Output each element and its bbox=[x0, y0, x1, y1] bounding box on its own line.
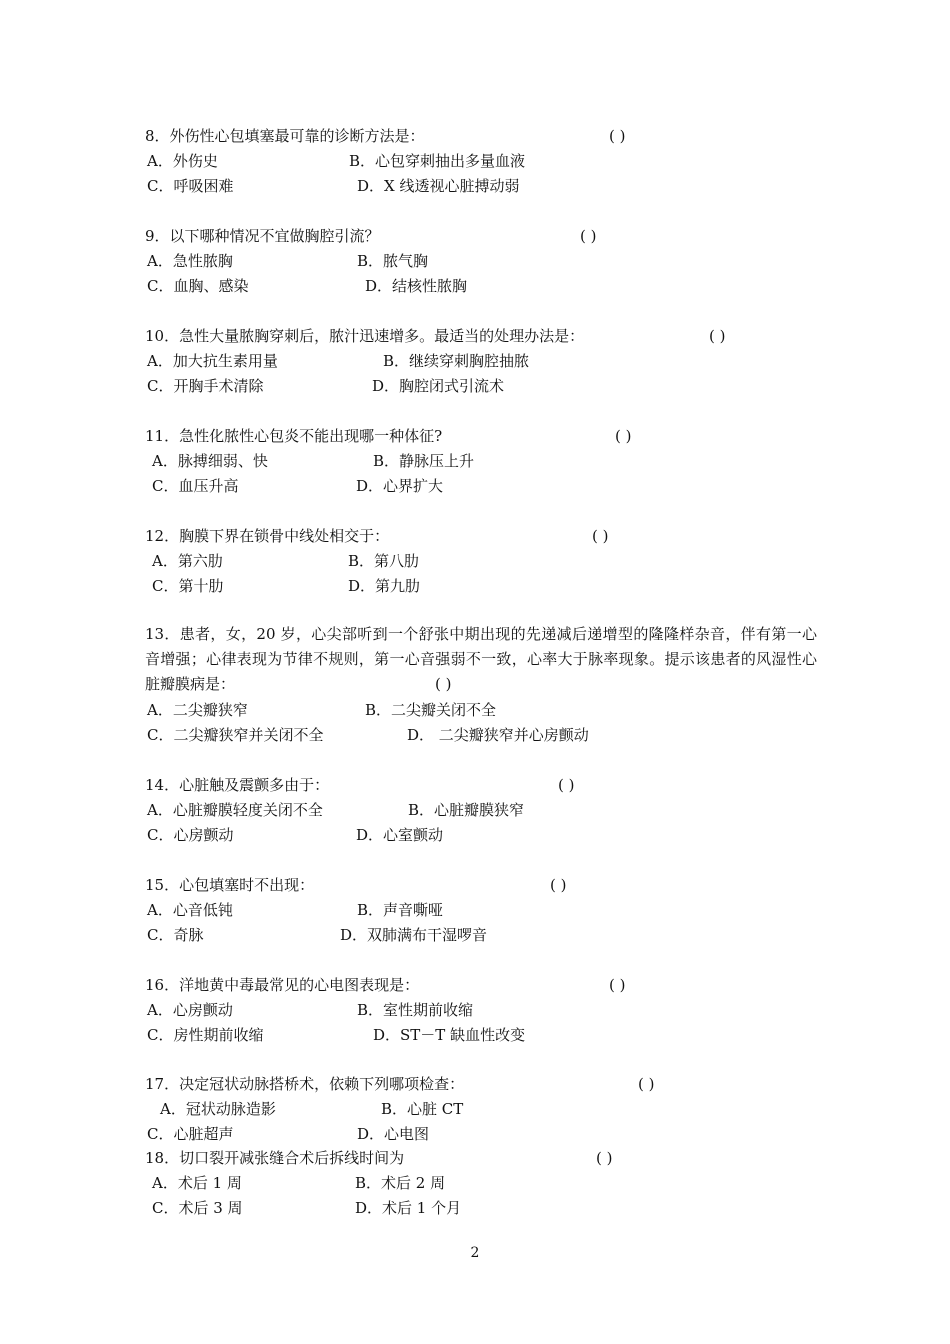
question-12-option-d: D．第九肋 bbox=[348, 577, 421, 595]
question-10-option-d: D．胸腔闭式引流术 bbox=[372, 377, 505, 395]
question-12-stem: 12．胸膜下界在锁骨中线处相交于： bbox=[145, 527, 390, 545]
question-18-option-d: D．术后 1 个月 bbox=[355, 1199, 462, 1217]
question-13-stem bbox=[145, 622, 817, 697]
question-14-option-a: A．心脏瓣膜轻度关闭不全 bbox=[147, 801, 323, 819]
question-11-option-a: A．脉搏细弱、快 bbox=[152, 452, 268, 470]
question-11-option-d: D．心界扩大 bbox=[356, 477, 444, 495]
question-16-option-c: C．房性期前收缩 bbox=[147, 1026, 264, 1044]
question-13-answer-blank: ( ) bbox=[435, 675, 452, 693]
question-8-option-a: A．外伤史 bbox=[147, 152, 218, 170]
question-15-option-c: C．奇脉 bbox=[147, 926, 204, 944]
question-16-option-a: A．心房颤动 bbox=[147, 1001, 233, 1019]
question-12-option-c: C．第十肋 bbox=[152, 577, 224, 595]
question-11-answer-blank: ( ) bbox=[615, 427, 632, 445]
question-13-option-d: D． 二尖瓣狭窄并心房颤动 bbox=[407, 726, 589, 744]
question-17-answer-blank: ( ) bbox=[638, 1075, 655, 1093]
question-14-stem: 14．心脏触及震颤多由于： bbox=[145, 776, 330, 794]
question-11-stem: 11．急性化脓性心包炎不能出现哪一种体征? bbox=[145, 427, 443, 445]
question-9-stem: 9．以下哪种情况不宜做胸腔引流？ bbox=[145, 227, 380, 245]
question-11-option-b: B．静脉压上升 bbox=[373, 452, 475, 470]
question-16-option-b: B．室性期前收缩 bbox=[357, 1001, 474, 1019]
question-18-option-c: C．术后 3 周 bbox=[152, 1199, 243, 1217]
question-8-option-b: B．心包穿刺抽出多量血液 bbox=[349, 152, 526, 170]
question-18-option-a: A．术后 1 周 bbox=[152, 1174, 242, 1192]
question-13-option-b: B．二尖瓣关闭不全 bbox=[365, 701, 497, 719]
question-16-stem: 16．洋地黄中毒最常见的心电图表现是： bbox=[145, 976, 420, 994]
question-16-option-d: D．ST－T 缺血性改变 bbox=[373, 1026, 526, 1044]
question-12-option-b: B．第八肋 bbox=[348, 552, 420, 570]
question-17-option-a: A．冠状动脉造影 bbox=[160, 1100, 276, 1118]
question-14-option-c: C．心房颤动 bbox=[147, 826, 234, 844]
question-10-stem: 10．急性大量脓胸穿刺后，脓汁迅速增多。最适当的处理办法是： bbox=[145, 327, 585, 345]
question-13-stem-text: 13．患者，女，20 岁，心尖部听到一个舒张中期出现的先递减后递增型的隆隆样杂音，伴有第一心音增强；心律表现为节律不规则，第一心音强弱不一致，心率大于脉率现象。提示该患者的风湿性心脏瓣膜病是： bbox=[145, 625, 817, 693]
question-9-option-b: B．脓气胸 bbox=[357, 252, 429, 270]
question-17-option-b: B．心脏 CT bbox=[381, 1100, 464, 1118]
question-10-option-c: C．开胸手术清除 bbox=[147, 377, 264, 395]
question-17-option-d: D．心电图 bbox=[357, 1125, 430, 1143]
question-15-option-b: B．声音嘶哑 bbox=[357, 901, 444, 919]
question-14-option-b: B．心脏瓣膜狭窄 bbox=[408, 801, 525, 819]
question-8-option-c: C．呼吸困难 bbox=[147, 177, 234, 195]
question-15-option-d: D．双肺满布干湿啰音 bbox=[340, 926, 488, 944]
question-14-answer-blank: ( ) bbox=[558, 776, 575, 794]
question-15-option-a: A．心音低钝 bbox=[147, 901, 233, 919]
page-number: 2 bbox=[470, 1245, 480, 1261]
question-13-option-a: A．二尖瓣狭窄 bbox=[147, 701, 248, 719]
question-10-option-a: A．加大抗生素用量 bbox=[147, 352, 278, 370]
question-8-stem: 8．外伤性心包填塞最可靠的诊断方法是： bbox=[145, 127, 425, 145]
question-18-stem: 18．切口裂开减张缝合术后拆线时间为 bbox=[145, 1149, 405, 1167]
question-12-option-a: A．第六肋 bbox=[152, 552, 223, 570]
question-9-answer-blank: ( ) bbox=[580, 227, 597, 245]
question-9-option-a: A．急性脓胸 bbox=[147, 252, 233, 270]
question-15-answer-blank: ( ) bbox=[550, 876, 567, 894]
question-13-option-c: C．二尖瓣狭窄并关闭不全 bbox=[147, 726, 324, 744]
question-16-answer-blank: ( ) bbox=[609, 976, 626, 994]
question-8-option-d: D．X 线透视心脏搏动弱 bbox=[357, 177, 520, 195]
question-8-answer-blank: ( ) bbox=[609, 127, 626, 145]
question-15-stem: 15．心包填塞时不出现： bbox=[145, 876, 315, 894]
question-12-answer-blank: ( ) bbox=[592, 527, 609, 545]
question-18-answer-blank: ( ) bbox=[596, 1149, 613, 1167]
question-10-answer-blank: ( ) bbox=[709, 327, 726, 345]
question-9-option-d: D．结核性脓胸 bbox=[365, 277, 468, 295]
question-10-option-b: B．继续穿刺胸腔抽脓 bbox=[383, 352, 530, 370]
question-11-option-c: C．血压升高 bbox=[152, 477, 239, 495]
question-14-option-d: D．心室颤动 bbox=[356, 826, 444, 844]
question-18-option-b: B．术后 2 周 bbox=[355, 1174, 446, 1192]
question-9-option-c: C．血胸、感染 bbox=[147, 277, 249, 295]
question-17-option-c: C．心脏超声 bbox=[147, 1125, 234, 1143]
question-17-stem: 17．决定冠状动脉搭桥术，依赖下列哪项检查： bbox=[145, 1075, 465, 1093]
